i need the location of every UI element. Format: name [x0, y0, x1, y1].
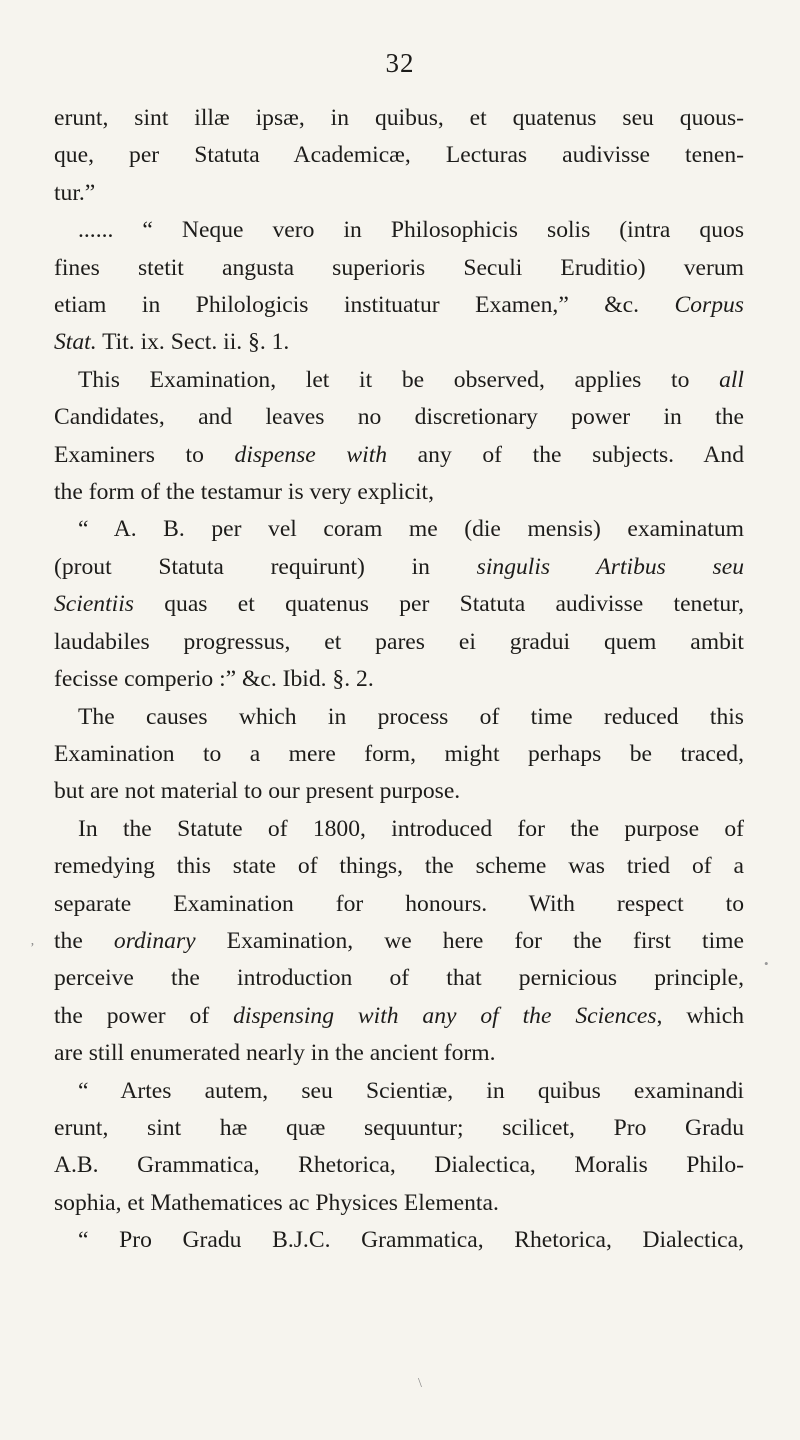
text-line: “ Artes autem, seu Scientiæ, in quibus examinandi — [78, 1077, 744, 1104]
text-line: laudabiles progressus, et pares ei gradui quem ambit — [54, 628, 744, 655]
text-line — [54, 437, 744, 474]
text-line: fecisse comperio :” &c. Ibid. §. 2. — [54, 666, 374, 693]
text-line: que, per Statuta Academicæ, Lecturas audivisse tenen- — [54, 142, 744, 169]
text-line: erunt, sint hæ quæ sequuntur; scilicet, Pro Gradu — [54, 1114, 744, 1141]
text-line: The causes which in process of time reduced this — [78, 703, 744, 730]
italic-text: all — [719, 366, 744, 393]
text-run: Examination, we here for the first time — [195, 927, 744, 954]
italic-text: ordinary — [113, 927, 196, 954]
text-line: tur.” — [54, 179, 96, 206]
text-line: “ A. B. per vel coram me (die mensis) examinatum — [78, 516, 744, 543]
text-line — [54, 362, 744, 399]
text-line: are still enumerated nearly in the ancient form. — [54, 1040, 496, 1067]
text-run: , which — [656, 1002, 744, 1029]
italic-text: dispense with — [234, 441, 388, 468]
text-line: “ Pro Gradu B.J.C. Grammatica, Rhetorica, Dialectica, — [78, 1227, 744, 1254]
margin-mark-left: ’ — [30, 941, 35, 956]
text-line: separate Examination for honours. With respect to — [54, 890, 744, 917]
page-number: 32 — [385, 48, 415, 78]
text-run: the power of — [54, 1002, 234, 1029]
text-line — [54, 998, 744, 1035]
page-text — [54, 100, 744, 1260]
text-line — [54, 549, 744, 586]
text-run: any of the subjects. And — [387, 441, 744, 468]
text-run: quas et quatenus per Statuta audivisse tenetur, — [133, 591, 744, 618]
italic-text: Scientiis — [54, 591, 134, 618]
text-line: remedying this state of things, the scheme was tried of a — [54, 853, 744, 880]
italic-text: dispensing with any of the Sciences — [233, 1002, 657, 1029]
italic-text: singulis Artibus seu — [476, 553, 744, 580]
text-run: the — [54, 927, 114, 954]
text-line: erunt, sint illæ ipsæ, in quibus, et quatenus seu quous- — [54, 105, 744, 131]
text-line — [54, 324, 744, 361]
text-line — [54, 586, 744, 623]
text-line: the form of the testamur is very explicit, — [54, 479, 435, 506]
text-run: etiam in Philologicis instituatur Examen,” &c. — [54, 292, 675, 319]
text-line: but are not material to our present purpose. — [54, 778, 461, 805]
text-line: Examination to a mere form, might perhaps be traced, — [54, 740, 744, 767]
text-line: sophia, et Mathematices ac Physices Elementa. — [54, 1189, 499, 1216]
margin-mark-right: • — [764, 956, 769, 971]
margin-mark-bottom: \ — [418, 1376, 422, 1391]
text-line — [54, 923, 744, 960]
text-line: In the Statute of 1800, introduced for the purpose of — [78, 815, 744, 842]
text-line: ...... “ Neque vero in Philosophicis solis (intra quos — [78, 217, 744, 244]
text-line: fines stetit angusta superioris Seculi Eruditio) verum — [54, 254, 744, 281]
text-line: Candidates, and leaves no discretionary power in the — [54, 404, 744, 431]
text-run: Examiners to — [54, 441, 235, 468]
text-line — [54, 287, 744, 324]
italic-text: Stat. — [54, 329, 97, 356]
text-run: (prout Statuta requirunt) in — [54, 553, 477, 580]
text-line: A.B. Grammatica, Rhetorica, Dialectica, Moralis Philo- — [54, 1152, 744, 1179]
italic-text: Corpus — [674, 292, 744, 319]
text-run: Tit. ix. Sect. ii. §. 1. — [96, 329, 290, 356]
text-line: perceive the introduction of that pernicious principle, — [54, 965, 744, 992]
text-run: This Examination, let it be observed, applies to — [78, 366, 720, 393]
